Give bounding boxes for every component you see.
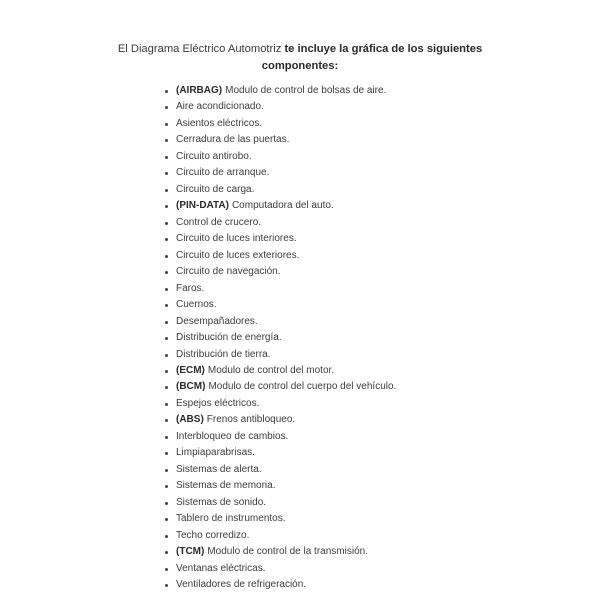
bullet-icon [165, 502, 168, 505]
list-item [161, 132, 396, 148]
list-item [161, 330, 396, 346]
list-item [161, 544, 396, 560]
component-text: Circuito de luces interiores. [176, 233, 297, 245]
component-text: Modulo de control de la transmisión. [207, 546, 368, 558]
list-item [161, 182, 396, 198]
bullet-icon [165, 238, 168, 241]
intro-bold-text: te incluye la gráfica de los siguientes [284, 43, 483, 55]
component-text: Distribución de energía. [176, 332, 282, 344]
component-text: Sistemas de alerta. [176, 463, 262, 475]
list-item [161, 248, 396, 264]
bullet-icon [165, 321, 168, 324]
component-text: Ventanas eléctricas. [176, 562, 266, 574]
bullet-icon [165, 518, 168, 521]
bullet-icon [165, 139, 168, 142]
bullet-icon [165, 106, 168, 109]
list-item [161, 495, 396, 511]
intro-regular-text: El Diagrama Eléctrico Automotriz [117, 43, 285, 55]
component-text: Computadora del auto. [231, 200, 334, 212]
bullet-icon [165, 156, 168, 159]
component-text: Control de crucero. [176, 216, 262, 228]
bullet-icon [165, 90, 168, 93]
bullet-icon [165, 370, 168, 373]
component-text: Ventiladores de refrigeración. [176, 579, 307, 591]
component-text: Circuito de arranque. [176, 167, 270, 179]
component-text: Espejos eléctricos. [176, 397, 260, 409]
bullet-icon [165, 436, 168, 439]
list-item [161, 314, 396, 330]
component-code: (BCM) [176, 381, 206, 393]
component-text: Sistemas de sonido. [176, 496, 267, 508]
component-text: Techo corredizo. [176, 529, 250, 541]
bullet-icon [165, 354, 168, 357]
list-item [161, 281, 396, 297]
list-item [161, 116, 396, 132]
component-text: Cuernos. [176, 299, 217, 311]
list-item [161, 561, 396, 577]
list-item [161, 231, 396, 247]
bullet-icon [165, 288, 168, 291]
component-text: Asientos eléctricos. [176, 117, 263, 129]
list-item [161, 511, 396, 527]
list-item [161, 462, 396, 478]
component-text: Tablero de instrumentos. [176, 513, 286, 525]
component-code: (TCM) [176, 546, 205, 558]
list-item [161, 396, 396, 412]
component-text: Modulo de control del cuerpo del vehículo. [208, 381, 397, 393]
component-text: Aire acondicionado. [176, 101, 264, 113]
bullet-icon [165, 172, 168, 175]
component-text: Distribución de tierra. [176, 348, 271, 360]
component-text: Circuito de navegación. [176, 266, 281, 278]
component-text: Sistemas de memoria. [176, 480, 276, 492]
list-item [161, 478, 396, 494]
bullet-icon [165, 535, 168, 538]
bullet-icon [165, 386, 168, 389]
component-text: Circuito antirobo. [176, 150, 252, 162]
component-text: Frenos antibloqueo. [206, 414, 296, 426]
list-item [161, 429, 396, 445]
component-code: (ECM) [176, 364, 205, 376]
component-code: (AIRBAG) [176, 85, 223, 96]
bullet-icon [165, 304, 168, 307]
list-item [161, 99, 396, 115]
component-text: Limpiaparabrisas. [176, 447, 255, 459]
list-item [161, 412, 396, 428]
intro-paragraph [0, 41, 600, 74]
list-item [161, 149, 396, 165]
list-item [161, 215, 396, 231]
component-text: Cerradura de las puertas. [176, 134, 290, 146]
list-item [161, 165, 396, 181]
component-text: Circuito de luces exteriores. [176, 249, 300, 261]
list-item [161, 379, 396, 395]
component-text: Modulo de control de bolsas de aire. [225, 85, 387, 96]
bullet-icon [165, 205, 168, 208]
bullet-icon [165, 469, 168, 472]
bullet-icon [165, 452, 168, 455]
list-item [161, 528, 396, 544]
component-list [161, 83, 396, 594]
intro-line-1 [0, 41, 600, 58]
bullet-icon [165, 222, 168, 225]
bullet-icon [165, 337, 168, 340]
list-item [161, 297, 396, 313]
component-text: Faros. [176, 282, 205, 294]
list-item [161, 577, 396, 593]
bullet-icon [165, 123, 168, 126]
list-item [161, 198, 396, 214]
bullet-icon [165, 271, 168, 274]
bullet-icon [165, 403, 168, 406]
component-code: (PIN-DATA) [176, 200, 229, 212]
list-item [161, 347, 396, 363]
list-item [161, 445, 396, 461]
intro-line-2: componentes: [261, 59, 339, 72]
bullet-icon [165, 568, 168, 571]
component-code: (ABS) [176, 414, 204, 426]
component-text: Desempañadores. [176, 315, 258, 327]
bullet-icon [165, 485, 168, 488]
bullet-icon [165, 419, 168, 422]
bullet-icon [165, 189, 168, 192]
bullet-icon [165, 551, 168, 554]
component-text: Modulo de control del motor. [207, 364, 335, 376]
list-item [161, 83, 396, 99]
bullet-icon [165, 584, 168, 587]
list-item [161, 363, 396, 379]
list-item [161, 264, 396, 280]
component-text: Interbloqueo de cambios. [176, 430, 289, 442]
component-text: Circuito de carga. [176, 183, 255, 195]
bullet-icon [165, 255, 168, 258]
